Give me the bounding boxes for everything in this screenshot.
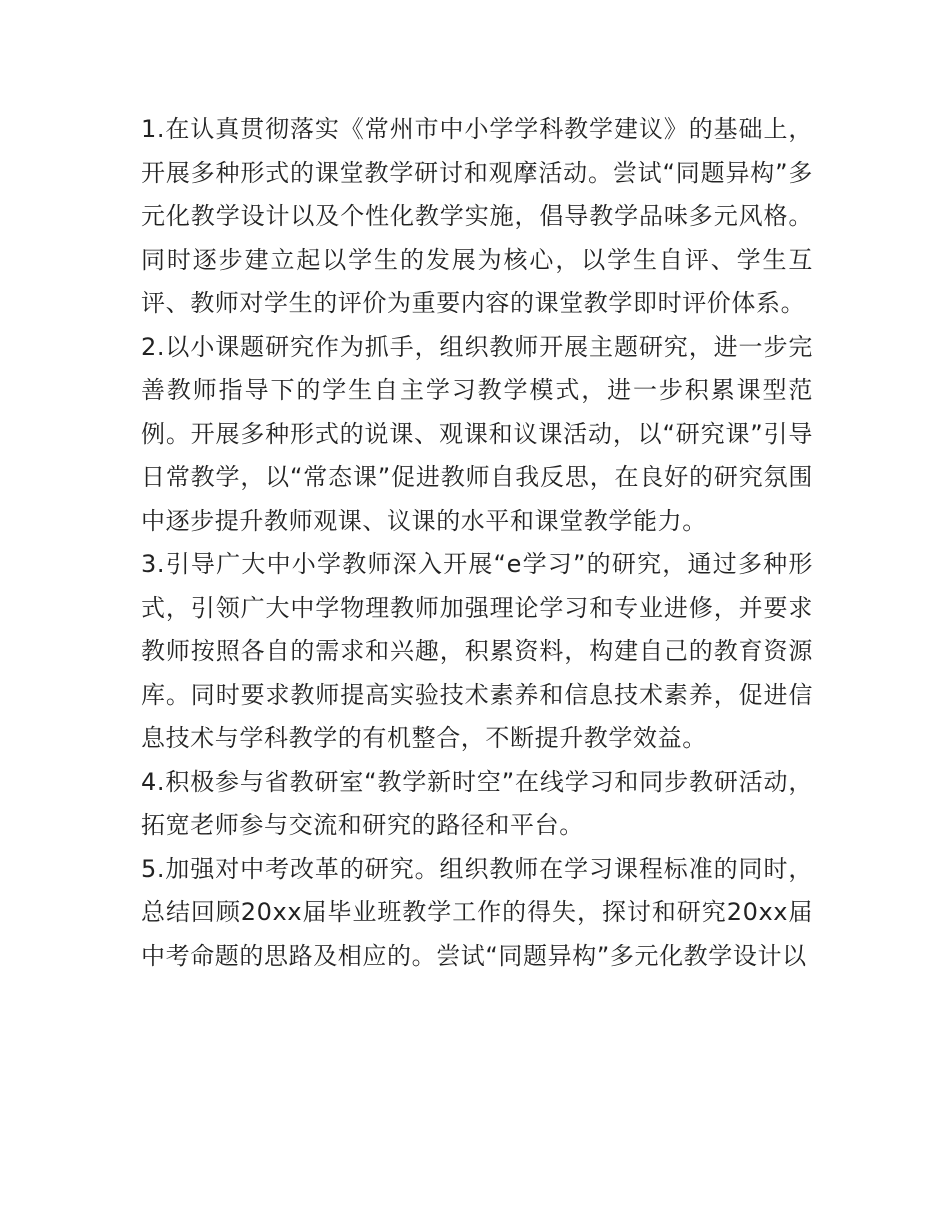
paragraph-3: 3.引导广大中小学教师深入开展“e学习”的研究，通过多种形式，引领广大中学物理教师加强理论学习和专业进修，并要求教师按照各自的需求和兴趣，积累资料，构建自己的教育资源库。同时要求教师提高实验技术素养和信息技术素养，促进信息技术与学科教学的有机整合，不断提升教学效益。 — [141, 550, 813, 752]
paragraph-1: 1.在认真贯彻落实《常州市中小学学科教学建议》的基础上，开展多种形式的课堂教学研讨和观摩活动。尝试“同题异构”多元化教学设计以及个性化教学实施，倡导教学品味多元风格。同时逐步建立起以学生的发展为核心，以学生自评、学生互评、教师对学生的评价为重要内容的课堂教学即时评价体系。 — [141, 115, 813, 317]
paragraph-4: 4.积极参与省教研室“教学新时空”在线学习和同步教研活动，拓宽老师参与交流和研究的路径和平台。 — [141, 767, 813, 839]
document-body — [141, 108, 813, 978]
paragraph-2: 2.以小课题研究作为抓手，组织教师开展主题研究，进一步完善教师指导下的学生自主学习教学模式，进一步积累课型范例。开展多种形式的说课、观课和议课活动，以“研究课”引导日常教学，以“常态课”促进教师自我反思，在良好的研究氛围中逐步提升教师观课、议课的水平和课堂教学能力。 — [141, 332, 813, 535]
paragraph-5: 5.加强对中考改革的研究。组织教师在学习课程标准的同时，总结回顾20xx届毕业班教学工作的得失，探讨和研究20xx届中考命题的思路及相应的。尝试“同题异构”多元化教学设计以 — [141, 854, 813, 970]
